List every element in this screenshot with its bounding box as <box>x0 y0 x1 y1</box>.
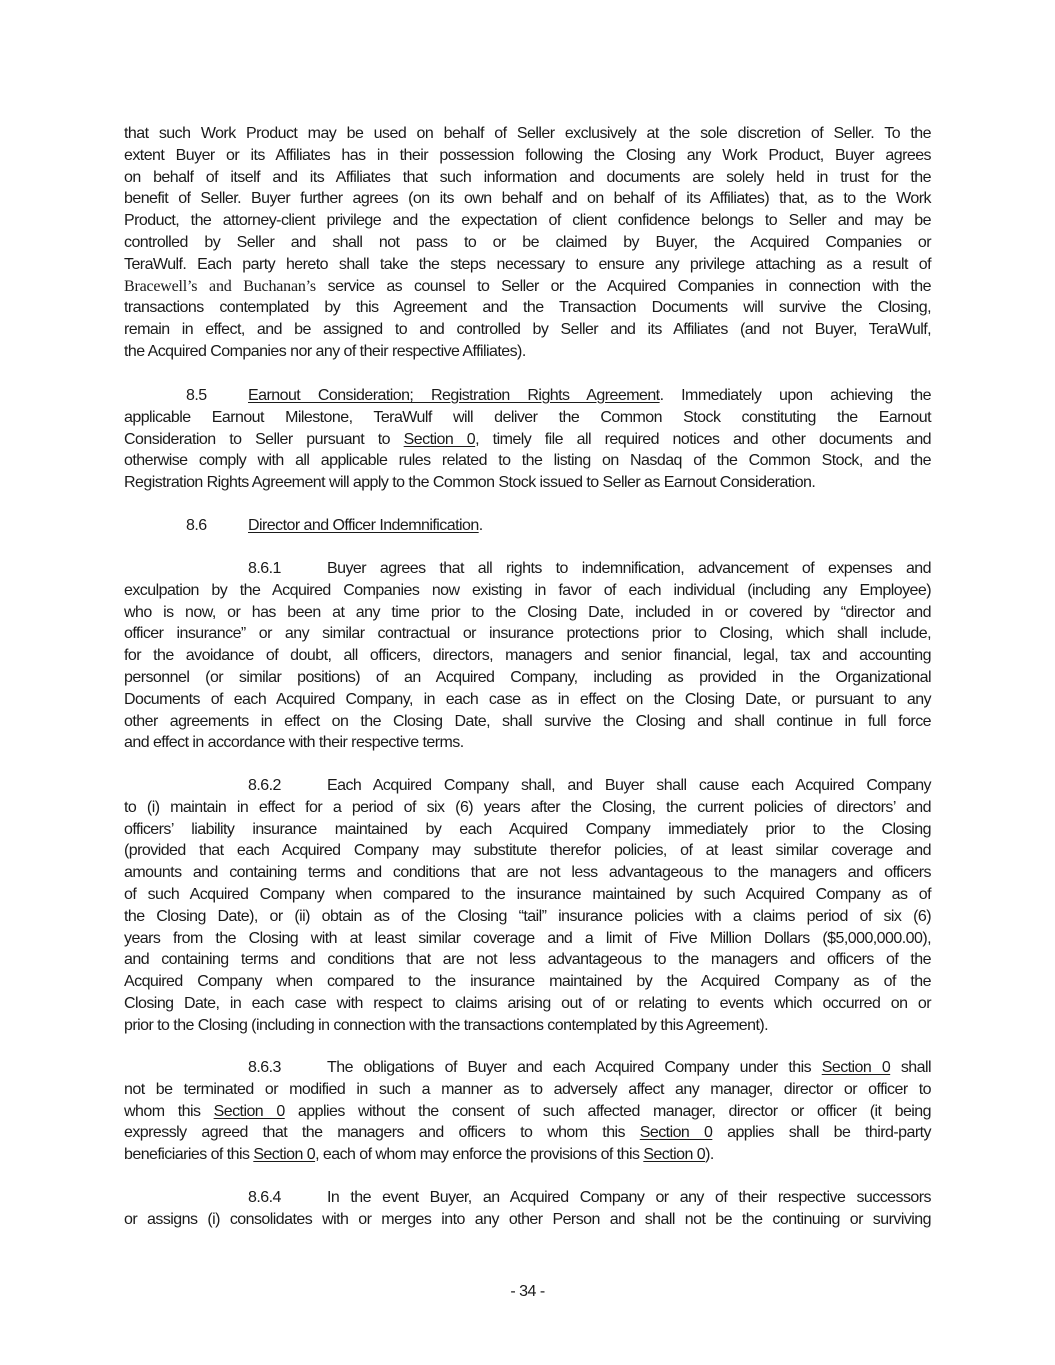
text-line: not be terminated or modified in such a manner as to adversely affect any manager, director or officer to <box>124 1080 931 1098</box>
text-line <box>124 558 931 580</box>
text-line: to (i) maintain in effect for a period of six (6) years after the Closing, the current policies of directors’ and <box>124 798 931 816</box>
text-fragment: Consideration to Seller pursuant to <box>124 430 404 448</box>
text-line: that such Work Product may be used on behalf of Seller exclusively at the sole discretion of Seller. To the <box>124 125 931 142</box>
text-line: years from the Closing with at least similar coverage and a limit of Five Million Dollars ($5,000,000.00), <box>124 929 931 947</box>
text-fragment: shall <box>890 1059 931 1076</box>
section-reference-link[interactable]: Section 0 <box>639 1124 713 1142</box>
text-line: otherwise comply with all applicable rules related to the listing on Nasdaq of the Common Stock, and the <box>124 452 931 470</box>
text-line: for the avoidance of doubt, all officers, directors, managers and senior financial, legal, tax and accounting <box>124 647 931 665</box>
section-number: 8.6 <box>186 517 207 534</box>
text-line: and effect in accordance with their respective terms. <box>124 734 464 752</box>
text-line: the Acquired Companies nor any of their respective Affiliates). <box>124 342 526 360</box>
section-number: 8.6.2 <box>248 777 281 794</box>
section-8-5 <box>124 385 931 494</box>
text-fragment: , timely file all required notices and other documents and <box>475 430 932 448</box>
text-fragment: expressly agreed that the managers and officers to whom this <box>124 1124 640 1142</box>
section-8-6-4 <box>124 1187 931 1231</box>
text-line: personnel (or similar positions) of an Acquired Company, including as provided in the Organizational <box>124 668 931 686</box>
text-line: who is now, or has been at any time prior to the Closing Date, included in or covered by “director and <box>124 603 931 621</box>
text-line: or assigns (i) consolidates with or merges into any other Person and shall not be the continuing or surviving <box>124 1210 931 1228</box>
text-line: officers’ liability insurance maintained by each Acquired Company immediately prior to the Closing <box>124 820 931 838</box>
text-line <box>124 276 931 298</box>
text-line <box>124 1144 931 1166</box>
text-line <box>124 385 931 407</box>
paragraph-privilege <box>124 123 931 363</box>
section-heading: Director and Officer Indemnification <box>248 517 479 534</box>
text-fragment: beneficiaries of this <box>124 1146 254 1164</box>
text-line: the Closing Date), or (ii) obtain as of the Closing “tail” insurance policies with a claims period of six (6) <box>124 907 931 925</box>
text-line: Closing Date, in each case with respect to claims arising out of or relating to events which occurred on or <box>124 994 931 1012</box>
text-line: Documents of each Acquired Company, in each case as in effect on the Closing Date, or pursuant to any <box>124 690 931 708</box>
text-line <box>124 775 931 797</box>
text-fragment: service as counsel to Seller or the Acquired Companies in connection with the <box>327 277 931 295</box>
section-number: 8.6.4 <box>248 1189 281 1206</box>
text-line: amounts and containing terms and conditions that are not less advantageous to the managers and officers <box>124 864 931 882</box>
section-reference-link[interactable]: Section 0 <box>253 1146 316 1164</box>
text-line: TeraWulf. Each party hereto shall take the steps necessary to ensure any privilege attaching as a result of <box>124 255 931 273</box>
text-fragment: Buyer agrees that all rights to indemnification, advancement of expenses and <box>327 560 931 577</box>
text-line: transactions contemplated by this Agreement and the Transaction Documents will survive the Closing, <box>124 299 931 317</box>
counsel-names: Bracewell’s and Buchanan’s <box>124 277 328 295</box>
text-fragment: applies shall be third-party <box>712 1124 932 1142</box>
text-line <box>124 1122 931 1144</box>
text-fragment: ). <box>705 1146 714 1164</box>
text-fragment: applies without the consent of such affected manager, director or officer (it being <box>284 1102 931 1120</box>
text-line <box>124 1101 931 1123</box>
text-fragment: . <box>478 517 483 534</box>
text-fragment: Each Acquired Company shall, and Buyer shall cause each Acquired Company <box>327 777 931 794</box>
section-heading: Earnout Consideration; Registration Rights Agreement <box>248 387 660 404</box>
section-number: 8.6.1 <box>248 560 281 577</box>
text-line: applicable Earnout Milestone, TeraWulf will deliver the Common Stock constituting the Earnout <box>124 408 931 426</box>
section-reference-link[interactable]: Section 0 <box>213 1102 285 1120</box>
text-line: Acquired Company when compared to the insurance maintained by the Acquired Company as of the <box>124 973 931 991</box>
section-reference-link[interactable]: Section 0 <box>643 1146 706 1164</box>
text-line <box>124 429 931 451</box>
section-8-6 <box>124 515 931 537</box>
page-number: - 34 - <box>510 1283 545 1300</box>
text-line: on behalf of itself and its Affiliates that such information and documents are solely held in trust for the <box>124 168 931 186</box>
text-line: (provided that each Acquired Company may substitute therefor policies, of at least similar coverage and <box>124 842 931 860</box>
text-line: prior to the Closing (including in connection with the transactions contemplated by this Agreement). <box>124 1016 769 1034</box>
text-fragment: whom this <box>124 1102 214 1120</box>
section-8-6-1 <box>124 558 931 754</box>
text-line: officer insurance” or any similar contractual or insurance protections prior to Closing, which shall include, <box>124 625 931 643</box>
text-line <box>124 1057 931 1079</box>
section-number: 8.5 <box>186 387 207 404</box>
text-fragment: , each of whom may enforce the provisions of this <box>315 1146 644 1164</box>
text-line: extent Buyer or its Affiliates has in their possession following the Closing any Work Product, Buyer agrees <box>124 146 931 164</box>
text-line: exculpation by the Acquired Companies now existing in favor of each individual (including any Employee) <box>124 581 931 599</box>
section-8-6-2 <box>124 775 931 1037</box>
text-fragment: . Immediately upon achieving the <box>659 387 931 404</box>
text-line: of such Acquired Company when compared to the insurance maintained by such Acquired Company as of <box>124 885 931 903</box>
section-reference-link[interactable]: Section 0 <box>821 1059 891 1076</box>
section-reference-link[interactable]: Section 0 <box>403 430 476 448</box>
text-line: Registration Rights Agreement will apply to the Common Stock issued to Seller as Earnout Consideration. <box>124 474 816 492</box>
section-number: 8.6.3 <box>248 1059 281 1076</box>
text-line: and containing terms and conditions that are not less advantageous to the managers and officers of the <box>124 951 931 969</box>
section-8-6-3 <box>124 1057 931 1166</box>
text-line: benefit of Seller. Buyer further agrees (on its own behalf and on behalf of its Affiliates) that, as to the Work <box>124 190 931 208</box>
text-line: remain in effect, and be assigned to and controlled by Seller and its Affiliates (and not Buyer, TeraWulf, <box>124 321 931 339</box>
text-fragment: In the event Buyer, an Acquired Company or any of their respective successors <box>327 1189 931 1206</box>
text-line <box>124 1187 931 1209</box>
text-line: other agreements in effect on the Closing Date, shall survive the Closing and shall continue in full force <box>124 712 931 730</box>
text-line: controlled by Seller and shall not pass to or be claimed by Buyer, the Acquired Companies or <box>124 233 931 251</box>
text-fragment: The obligations of Buyer and each Acquired Company under this <box>327 1059 822 1076</box>
text-line <box>124 515 931 537</box>
text-line: Product, the attorney-client privilege and the expectation of client confidence belongs to Seller and may be <box>124 212 931 230</box>
